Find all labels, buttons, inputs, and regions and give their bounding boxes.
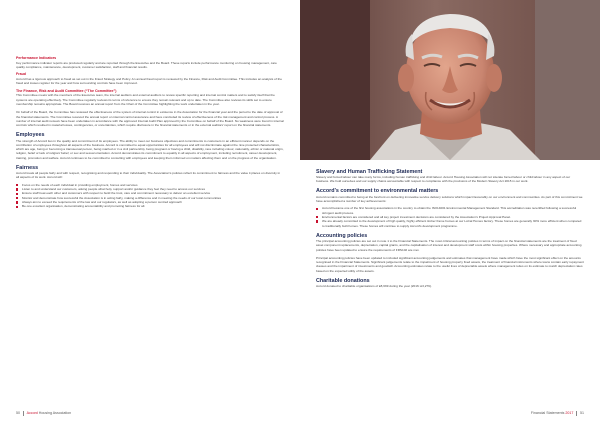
slavery-heading: Slavery and Human Trafficking Statement — [316, 168, 423, 175]
performance-indicators-heading: Performance Indicators — [16, 56, 57, 60]
charitable-donations-text: Accord donated to charitable organisations of £8,699 during the year (2016: £3,279). — [316, 284, 432, 289]
fairness-bullet-list — [16, 183, 284, 209]
bullet-square-icon — [16, 193, 18, 195]
accounting-policies-text-1: The principal accounting policies are set out in note 1 to the Financial Statements. The most critical accounting policies in terms of impact on the financial statements are the treatment of fixed asset component replacements, depreciation, capital grants, and the capitalisation of interest and development staff costs within housing properties. Where necessary and appropriate accounting policies have been updated to ensure the requirements of FRS102 are met. — [316, 238, 582, 252]
bullet-square-icon — [16, 184, 18, 186]
fairness-heading: Fairness — [16, 164, 39, 171]
page-number: 51 — [580, 411, 584, 415]
footer-divider — [576, 411, 577, 416]
left-column — [16, 56, 284, 209]
footer-brand: Accord — [26, 411, 38, 415]
footer-year: 2017 — [565, 411, 574, 415]
committee-heading: The Finance, Risk and Audit Committee (“The Committee”) — [16, 88, 117, 93]
accounting-policies-text-2: Principal accounting policies have been updated to included significant accounting judgements and estimates that management have made which have the most significant effect on the amounts recognised in the Financial Statements. Significant judgements relate to the impairment of housing property fixed assets, the treatment of financial instruments where loans contain early repayment clauses and the impairment of investments and goodwill. Accounting estimates relate to the useful lives of depreciable assets where management relies on its estimate to match depreciation rates based on the expected utility of the assets. — [316, 255, 584, 273]
list-item: Listen to and understand our customers, asking people what help, support and/or guidance they feel they need to access our services — [16, 187, 284, 191]
employees-text: The strength of Accord lies in the quality and commitment of its employees. The ability to meet our business objectives and commitments to customers in an efficient manner depends on the contribution of employees throughout all aspects of the business. Accord is committed to equal opportunities for all employees and will not discriminate against the nine protected characteristics, which are age, being or becoming a transsexual person, being married or in a civil partnership, being pregnant or having a child, disability, race including colour, nationality, ethnic or national origin, religion, belief or lack of religion/ belief, or sex and sexual orientation. Accord demonstrates its commitment to equality in all aspects of employment, including recruitment, career development, training, promotion and welfare. Accord continues to be committed to consulting with employees and keeping them informed on matters affecting them and on the progress of the organisation. — [16, 138, 284, 160]
footer-title: Financial Statements — [530, 411, 565, 415]
list-item: Ensure staff treat each other and customers with respect to build the trust, care and commitment necessary to deliver an excellent service — [16, 191, 284, 195]
performance-indicators-text: Key performance indicator reports are produced regularly and are reported through the Executive and the Board. These reports include performance monitoring on housing management, care quality compliance, maintenance, development, customer satisfaction, staff and financial results. — [16, 60, 277, 69]
right-page — [300, 0, 600, 424]
charitable-donations-heading: Charitable donations — [316, 277, 370, 284]
environment-text: Accord remains committed to being at the forefront on delivering innovative service delivery solutions which impact favourably on our environment and communities. As part of this commitment we have accomplished a number of key achievements: — [316, 194, 583, 203]
bullet-square-icon — [16, 197, 18, 199]
bullet-square-icon — [316, 220, 318, 222]
footer-title: Housing Association — [38, 411, 72, 415]
footer-divider — [23, 411, 24, 416]
footer-left — [16, 411, 71, 416]
list-item: Monitor and demonstrate how successful the Association is in acting fairly, making a difference and in meeting the needs of our local communities — [16, 196, 284, 200]
accounting-policies-heading: Accounting policies — [316, 232, 368, 239]
fraud-text: Accord has a rigorous approach to fraud as set out in the Fraud Strategy and Policy. An annual fraud report is reviewed by the Finance, Risk and Audit Committee. This includes an analysis of the fraud and losses register for the year and how surrounding controls have been improved. — [16, 76, 282, 86]
list-item: We are already committed to the development of high quality, highly efficient timber frame homes at our LoCal Homes factory. These homes are generally 30% more efficient when compared to traditionally built homes. These homes will continue to supply Accord's development programme. — [316, 219, 584, 228]
slavery-text: Slavery and forced labour can take many forms, including human trafficking and child labour. Accord Housing Association will not tolerate forced labour or child labour in any aspect of our business. We hold ourselves and our supply chains accountable with respect to compliance with the provisions of the Modern Slavery Act 2015 in our work. — [316, 174, 571, 184]
employees-heading: Employees — [16, 132, 45, 139]
list-item: Always aim to exceed the requirements of the law and our regulators, as well as adopting a person centred approach — [16, 200, 284, 204]
bullet-square-icon — [16, 188, 18, 190]
bullet-square-icon — [316, 208, 318, 210]
footer-right — [531, 411, 584, 416]
right-column — [316, 167, 584, 288]
list-item: Environmental factors are considered and all key project investment decisions are considered by the Association's Project Approval Panel. — [316, 215, 584, 219]
bullet-square-icon — [316, 216, 318, 218]
committee-text-2: On behalf of the Board, the Committee has reviewed the effectiveness of the system of internal control in existence in the Association for the financial year and the period to the date of approval of the financial statements. The Committee received the annual report on internal control assurance and have concluded its review of effectiveness of the risk management and control process. A number of internal audit reviews have been undertaken in accordance with the approved Internal Audit Plan approved by the Committee on behalf of the Board. No weakness were found in internal controls which resulted in material losses, contingencies, or uncertainties, which require disclosure in the financial statements or in the external auditors' report on the financial statements. — [16, 110, 284, 128]
fairness-text: Accord treats all people fairly and with respect, recognising and responding to their individuality. The Association's policies reflect its commitment to fairness and the value it places on diversity in all aspects of its work. Accord will: — [16, 171, 281, 180]
list-item: Accord became one of the first housing associations in the country to obtain the ISO14001 Environmental Management Standard. This accreditation was recertified following a successful stringent audit process. — [316, 206, 584, 215]
list-item: Focus on the needs of each individual in providing employment, homes and services — [16, 183, 284, 187]
environment-bullet-list — [316, 206, 584, 227]
bullet-square-icon — [16, 206, 18, 208]
page-number: 50 — [16, 411, 20, 415]
environment-heading: Accord's commitment to environmental matters — [316, 188, 439, 195]
fraud-heading: Fraud — [16, 72, 26, 77]
list-item: Be one excellent organisation, demonstrating accountability and promoting fairness for all. — [16, 204, 284, 208]
bullet-square-icon — [16, 201, 18, 203]
committee-text-1: This Committee meets with the members of the Executive team, the internal auditors and external auditors to review specific reporting and internal control matters and to satisfy itself that the systems are operating effectively. The Committee regularly reviews its terms of reference to ensure they remain relevant and up to date. The Committee also reviews its skills set to ensure membership remains appropriate. The Board receives an annual report from the Chair of the Committee highlighting the work undertaken in the year. — [16, 93, 275, 106]
